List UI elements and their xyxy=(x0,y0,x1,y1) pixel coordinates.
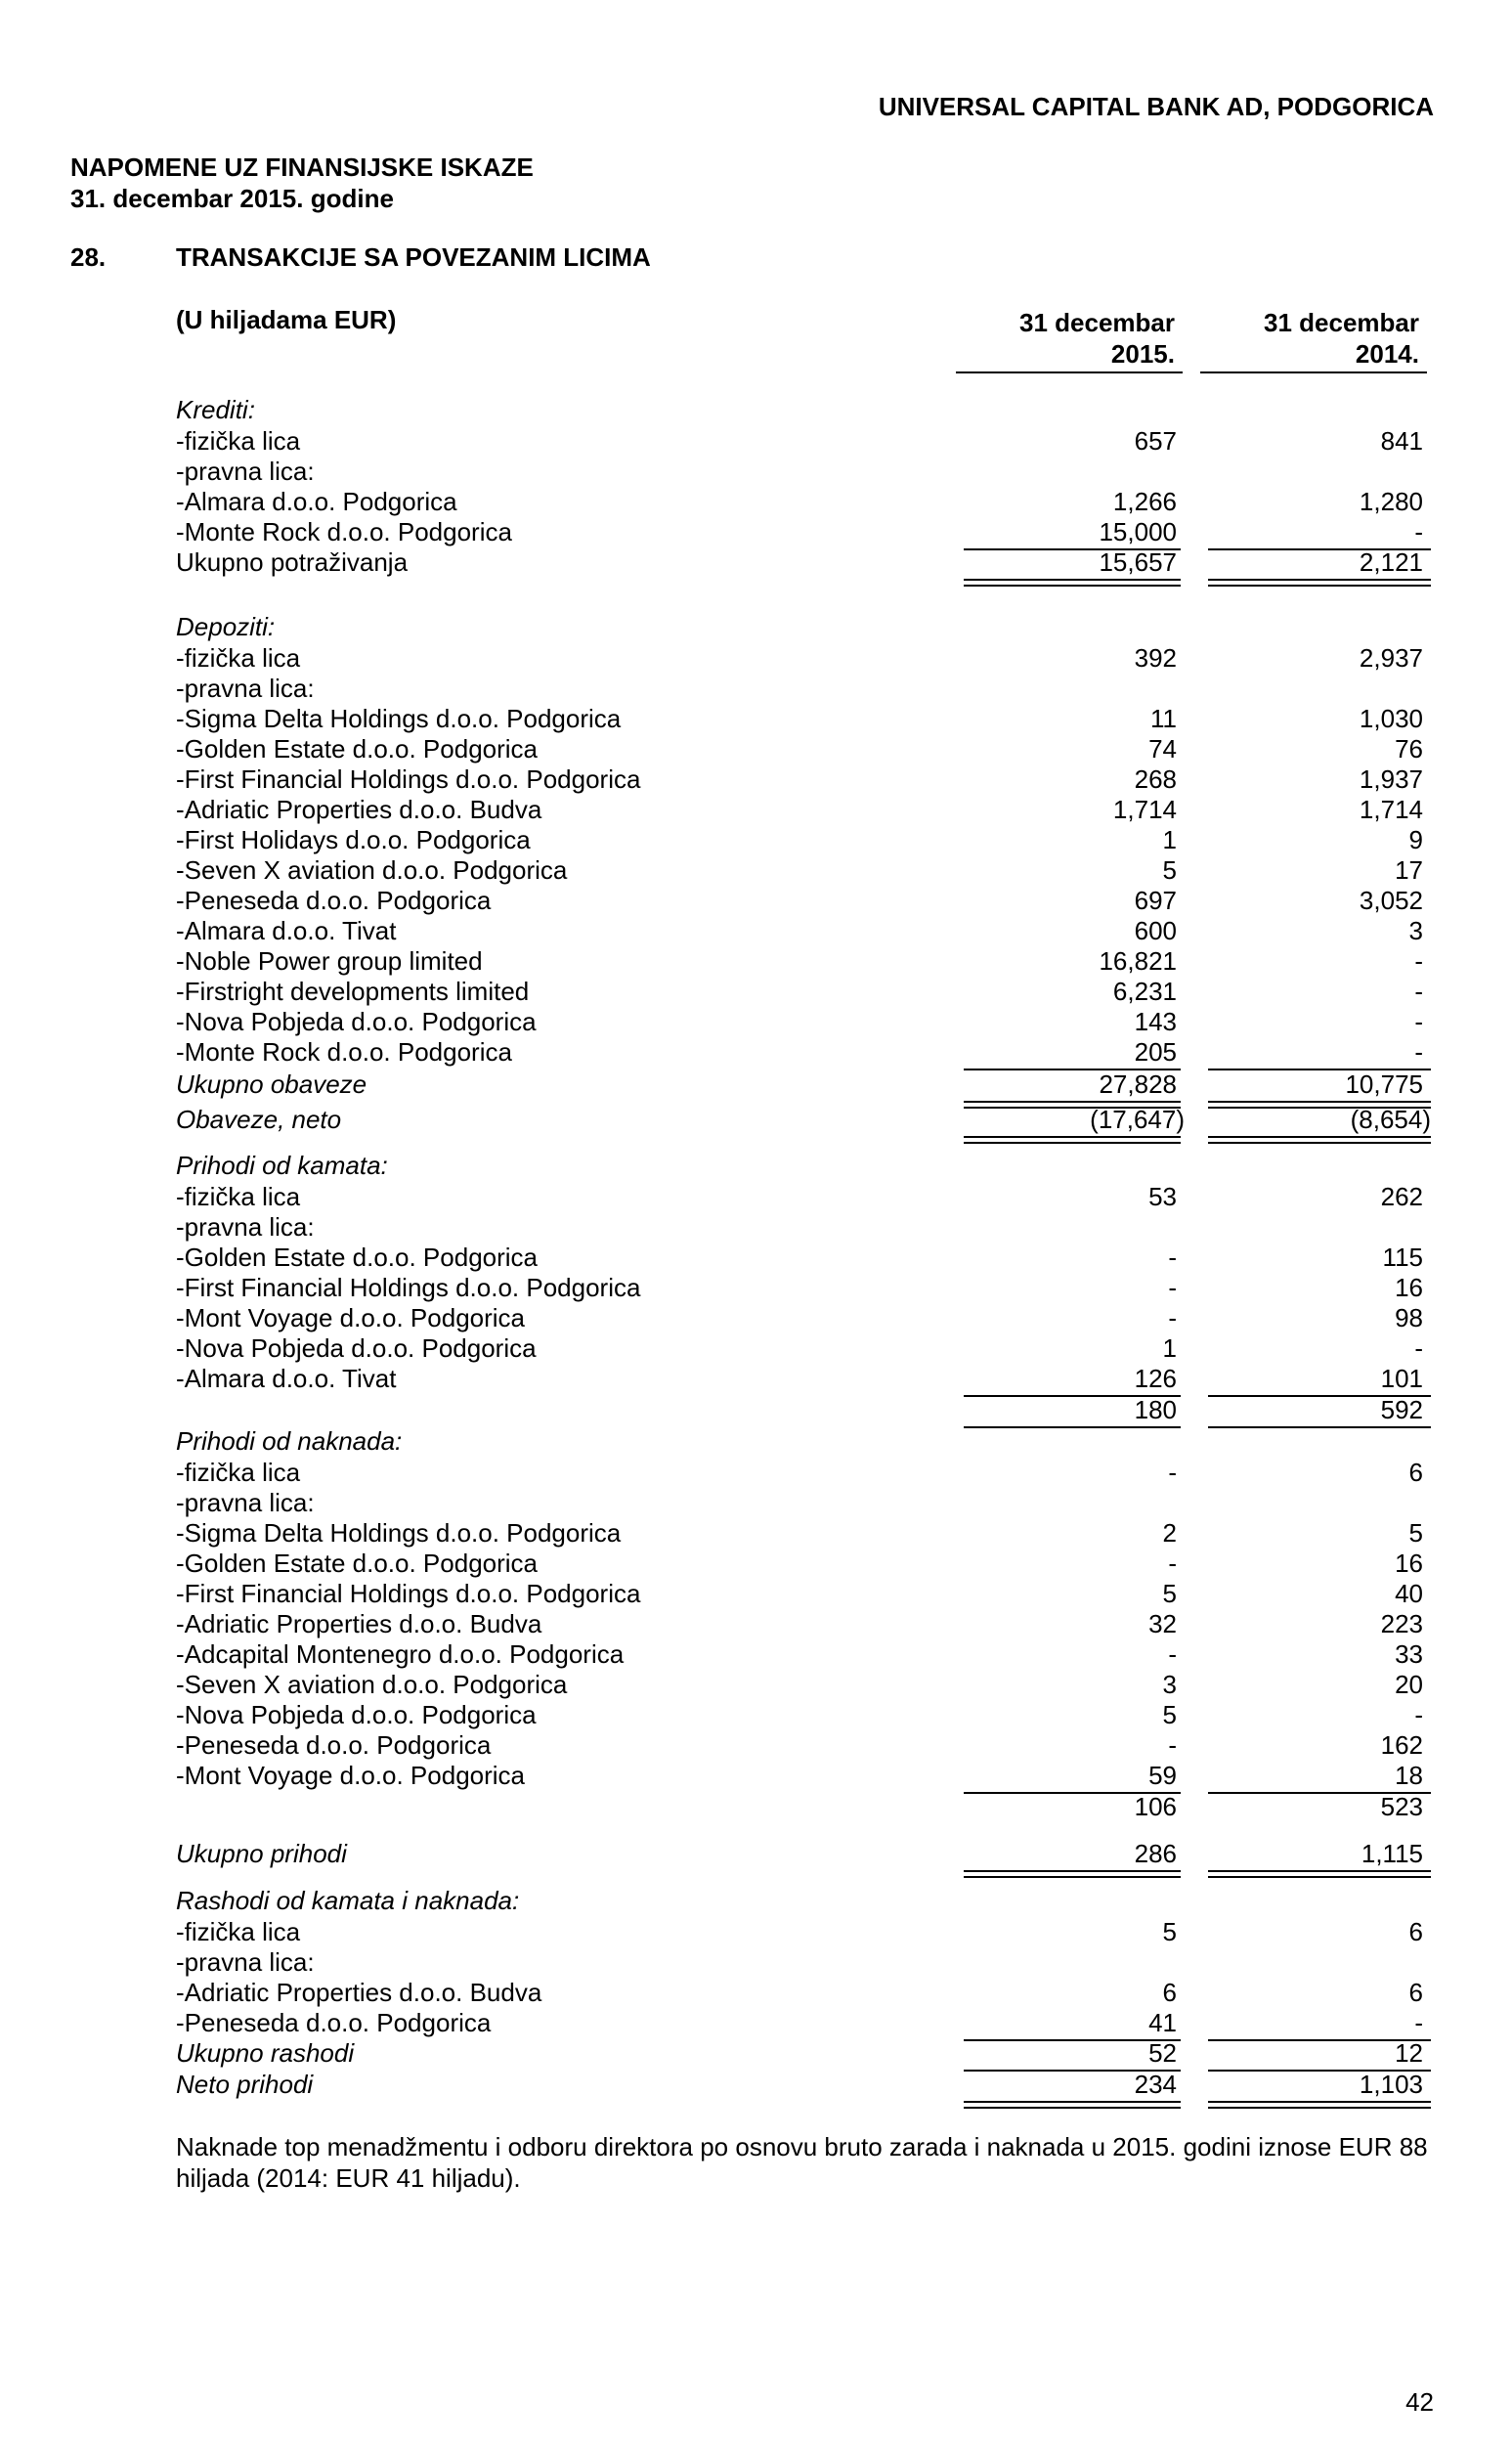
value-2015: 657 xyxy=(1134,426,1177,456)
table-row xyxy=(0,1273,1512,1303)
subtotal-underline xyxy=(1208,2039,1431,2041)
table-row xyxy=(0,1947,1512,1978)
row-label: -Mont Voyage d.o.o. Podgorica xyxy=(176,1303,526,1332)
value-2015: - xyxy=(1168,1730,1177,1760)
value-2015: 15,000 xyxy=(1099,517,1177,546)
value-2015: 106 xyxy=(1134,1792,1177,1821)
table-row xyxy=(0,1182,1512,1212)
table-row xyxy=(0,426,1512,457)
value-2014: 162 xyxy=(1380,1730,1423,1760)
total-double-underline xyxy=(964,1101,1181,1109)
table-row xyxy=(0,2070,1512,2100)
value-2015: 59 xyxy=(1148,1761,1177,1790)
total-double-underline xyxy=(964,579,1181,587)
table-row xyxy=(0,795,1512,825)
row-label: Krediti: xyxy=(176,395,255,424)
column-header-2015 xyxy=(940,307,1175,370)
row-label: -Peneseda d.o.o. Podgorica xyxy=(176,1730,492,1760)
table-row xyxy=(0,1792,1512,1822)
value-2015: - xyxy=(1168,1549,1177,1578)
value-2014: - xyxy=(1414,1037,1423,1067)
row-label: Depoziti: xyxy=(176,612,276,641)
value-2015: 392 xyxy=(1134,643,1177,673)
table-row xyxy=(0,1488,1512,1518)
table-row xyxy=(0,855,1512,886)
section-number: 28. xyxy=(70,242,107,272)
page-number: 42 xyxy=(1405,2387,1434,2417)
table-row xyxy=(0,734,1512,764)
document-date: 31. decembar 2015. godine xyxy=(70,184,394,213)
table-row xyxy=(0,674,1512,704)
table-row xyxy=(0,1700,1512,1730)
row-label: -Peneseda d.o.o. Podgorica xyxy=(176,886,492,915)
row-label: -fizička lica xyxy=(176,643,301,673)
value-2015: 1 xyxy=(1162,825,1177,854)
subtotal-underline xyxy=(964,2070,1181,2072)
value-2014: 1,115 xyxy=(1361,1839,1423,1868)
value-2014: 1,030 xyxy=(1359,704,1423,733)
column-header-underline xyxy=(956,371,1183,373)
row-label: -Mont Voyage d.o.o. Podgorica xyxy=(176,1761,526,1790)
table-row xyxy=(0,1069,1512,1100)
value-2015: 1 xyxy=(1162,1333,1177,1363)
table-row xyxy=(0,1212,1512,1243)
total-double-underline xyxy=(1208,2101,1431,2109)
subtotal-underline xyxy=(964,2039,1181,2041)
value-2014: 101 xyxy=(1380,1364,1423,1393)
value-2015: 268 xyxy=(1134,764,1177,794)
row-label: -Noble Power group limited xyxy=(176,946,483,976)
value-2014: 5 xyxy=(1408,1518,1423,1548)
value-2014: 76 xyxy=(1395,734,1423,764)
table-row xyxy=(0,1518,1512,1549)
table-row xyxy=(0,1037,1512,1068)
row-label: -First Financial Holdings d.o.o. Podgorica xyxy=(176,764,641,794)
table-row xyxy=(0,643,1512,674)
table-row xyxy=(0,1458,1512,1488)
value-2015: 41 xyxy=(1148,2008,1177,2037)
value-2014: 40 xyxy=(1395,1579,1423,1608)
value-2014: 33 xyxy=(1395,1639,1423,1669)
value-2014: 6 xyxy=(1408,1917,1423,1946)
value-2015: 2 xyxy=(1162,1518,1177,1548)
column-header-2015-line2: 2015. xyxy=(1110,339,1175,369)
row-label: -fizička lica xyxy=(176,1458,301,1487)
table-row xyxy=(0,547,1512,578)
value-2014: 1,103 xyxy=(1359,2070,1423,2099)
footnote: Naknade top menadžmentu i odboru direktora po osnovu bruto zarada i naknada u 2015. godini iznose EUR 88 hiljada (2014: EUR 41 hiljadu). xyxy=(176,2132,1428,2193)
value-2014: 16 xyxy=(1395,1549,1423,1578)
value-2015: - xyxy=(1168,1243,1177,1272)
table-row xyxy=(0,1105,1512,1135)
table-row xyxy=(0,1579,1512,1609)
value-2014: - xyxy=(1414,1700,1423,1729)
row-label: -fizička lica xyxy=(176,426,301,456)
value-2015: 5 xyxy=(1162,1700,1177,1729)
value-2014: 6 xyxy=(1408,1458,1423,1487)
value-2014: 1,280 xyxy=(1359,487,1423,516)
value-2015: 53 xyxy=(1148,1182,1177,1211)
row-label: Ukupno obaveze xyxy=(176,1069,367,1099)
row-label: -pravna lica: xyxy=(176,674,315,703)
row-label: -Nova Pobjeda d.o.o. Podgorica xyxy=(176,1700,537,1729)
value-2014: 262 xyxy=(1380,1182,1423,1211)
value-2014: 3,052 xyxy=(1359,886,1423,915)
value-2015: 5 xyxy=(1162,1917,1177,1946)
subtotal-underline xyxy=(1208,548,1431,550)
table-row xyxy=(0,1007,1512,1037)
row-label: -pravna lica: xyxy=(176,1488,315,1517)
value-2014: - xyxy=(1414,2008,1423,2037)
total-double-underline xyxy=(1208,1101,1431,1109)
value-2015: 15,657 xyxy=(1099,547,1177,577)
value-2014: 115 xyxy=(1382,1243,1423,1272)
table-row xyxy=(0,612,1512,642)
value-2014: 9 xyxy=(1408,825,1423,854)
subtotal-underline xyxy=(1208,1395,1431,1397)
row-label: Prihodi od naknada: xyxy=(176,1426,403,1456)
table-row xyxy=(0,1395,1512,1425)
value-2015: 143 xyxy=(1134,1007,1177,1036)
value-2015: 5 xyxy=(1162,855,1177,885)
table-row xyxy=(0,1917,1512,1947)
table-row xyxy=(0,764,1512,795)
value-2015: 697 xyxy=(1134,886,1177,915)
column-header-2014 xyxy=(1185,307,1419,370)
column-header-2014-line1: 31 decembar xyxy=(1264,308,1419,337)
table-row xyxy=(0,1978,1512,2008)
table-row xyxy=(0,1670,1512,1700)
row-label: -Monte Rock d.o.o. Podgorica xyxy=(176,517,512,546)
value-2014: - xyxy=(1414,517,1423,546)
row-label: Ukupno prihodi xyxy=(176,1839,347,1868)
value-2015: - xyxy=(1168,1458,1177,1487)
table-row xyxy=(0,1243,1512,1273)
table-row xyxy=(0,1839,1512,1869)
value-2015: 6,231 xyxy=(1112,977,1177,1006)
row-label: Ukupno rashodi xyxy=(176,2038,355,2068)
value-2015: 74 xyxy=(1148,734,1177,764)
row-label: -Nova Pobjeda d.o.o. Podgorica xyxy=(176,1007,537,1036)
value-2015: 180 xyxy=(1134,1395,1177,1424)
table-row xyxy=(0,825,1512,855)
value-2015: 5 xyxy=(1162,1579,1177,1608)
subtotal-underline xyxy=(964,1792,1181,1794)
row-label: -Golden Estate d.o.o. Podgorica xyxy=(176,1243,539,1272)
document-title: NAPOMENE UZ FINANSIJSKE ISKAZE xyxy=(70,153,534,182)
value-2014: 18 xyxy=(1395,1761,1423,1790)
value-2014: - xyxy=(1414,946,1423,976)
section-title: TRANSAKCIJE SA POVEZANIM LICIMA xyxy=(176,242,651,272)
row-label: -First Financial Holdings d.o.o. Podgorica xyxy=(176,1579,641,1608)
value-2015: 27,828 xyxy=(1099,1069,1177,1099)
value-2014: 10,775 xyxy=(1345,1069,1423,1099)
value-2015: 52 xyxy=(1148,2038,1177,2068)
value-2014: 2,121 xyxy=(1359,547,1423,577)
value-2014: 523 xyxy=(1380,1792,1423,1821)
value-2014: 17 xyxy=(1395,855,1423,885)
row-label: -pravna lica: xyxy=(176,457,315,486)
table-row xyxy=(0,946,1512,977)
subtotal-underline xyxy=(1208,1792,1431,1794)
row-label: -Golden Estate d.o.o. Podgorica xyxy=(176,734,539,764)
row-label: -pravna lica: xyxy=(176,1212,315,1242)
row-label: -Seven X aviation d.o.o. Podgorica xyxy=(176,855,568,885)
total-double-underline xyxy=(964,1136,1181,1144)
value-2014: 592 xyxy=(1380,1395,1423,1424)
row-label: -Almara d.o.o. Podgorica xyxy=(176,487,457,516)
table-row xyxy=(0,2008,1512,2038)
value-2015: 205 xyxy=(1134,1037,1177,1067)
value-2015: 600 xyxy=(1134,916,1177,945)
column-header-2015-line1: 31 decembar xyxy=(1019,308,1175,337)
row-label: -Firstright developments limited xyxy=(176,977,530,1006)
table-row xyxy=(0,1761,1512,1791)
row-label: -pravna lica: xyxy=(176,1947,315,1977)
row-label: -Adcapital Montenegro d.o.o. Podgorica xyxy=(176,1639,625,1669)
table-row xyxy=(0,2038,1512,2069)
subtotal-underline xyxy=(1208,1426,1431,1428)
row-label: -Sigma Delta Holdings d.o.o. Podgorica xyxy=(176,1518,622,1548)
value-2015: - xyxy=(1168,1639,1177,1669)
row-label: -First Financial Holdings d.o.o. Podgorica xyxy=(176,1273,641,1302)
row-label: -Almara d.o.o. Tivat xyxy=(176,1364,397,1393)
table-row xyxy=(0,1609,1512,1639)
row-label: -Adriatic Properties d.o.o. Budva xyxy=(176,795,542,824)
value-2015: 11 xyxy=(1150,704,1177,733)
total-double-underline xyxy=(1208,579,1431,587)
value-2015: (17,647) xyxy=(1090,1105,1185,1134)
table-row xyxy=(0,886,1512,916)
row-label: Neto prihodi xyxy=(176,2070,314,2099)
table-row xyxy=(0,1303,1512,1333)
table-row xyxy=(0,1333,1512,1364)
table-row xyxy=(0,916,1512,946)
value-2014: 2,937 xyxy=(1359,643,1423,673)
table-row xyxy=(0,1364,1512,1394)
subtotal-underline xyxy=(964,1395,1181,1397)
table-row xyxy=(0,977,1512,1007)
row-label: -Monte Rock d.o.o. Podgorica xyxy=(176,1037,512,1067)
bank-name: UNIVERSAL CAPITAL BANK AD, PODGORICA xyxy=(878,92,1434,121)
subtotal-underline xyxy=(964,1426,1181,1428)
value-2015: 286 xyxy=(1134,1839,1177,1868)
row-label: Rashodi od kamata i naknada: xyxy=(176,1886,520,1915)
value-2014: 223 xyxy=(1380,1609,1423,1638)
value-2015: - xyxy=(1168,1273,1177,1302)
table-row xyxy=(0,395,1512,425)
value-2014: 841 xyxy=(1380,426,1423,456)
column-header-underline xyxy=(1200,371,1427,373)
unit-label: (U hiljadama EUR) xyxy=(176,305,397,334)
subtotal-underline xyxy=(1208,1069,1431,1070)
column-header-2014-line2: 2014. xyxy=(1355,339,1419,369)
table-row xyxy=(0,1549,1512,1579)
row-label: Prihodi od kamata: xyxy=(176,1151,388,1180)
table-row xyxy=(0,1730,1512,1761)
value-2014: - xyxy=(1414,977,1423,1006)
total-double-underline xyxy=(964,1870,1181,1878)
table-row xyxy=(0,517,1512,547)
row-label: -Seven X aviation d.o.o. Podgorica xyxy=(176,1670,568,1699)
row-label: -Almara d.o.o. Tivat xyxy=(176,916,397,945)
table-row xyxy=(0,487,1512,517)
value-2015: 1,266 xyxy=(1112,487,1177,516)
value-2014: 6 xyxy=(1408,1978,1423,2007)
value-2014: 20 xyxy=(1395,1670,1423,1699)
value-2015: 6 xyxy=(1162,1978,1177,2007)
value-2014: 1,714 xyxy=(1359,795,1423,824)
value-2014: 3 xyxy=(1408,916,1423,945)
row-label: Obaveze, neto xyxy=(176,1105,342,1134)
value-2014: 98 xyxy=(1395,1303,1423,1332)
table-row xyxy=(0,1886,1512,1916)
value-2014: 1,937 xyxy=(1359,764,1423,794)
row-label: Ukupno potraživanja xyxy=(176,547,409,577)
value-2014: 16 xyxy=(1395,1273,1423,1302)
row-label: -Peneseda d.o.o. Podgorica xyxy=(176,2008,492,2037)
total-double-underline xyxy=(1208,1870,1431,1878)
row-label: -Sigma Delta Holdings d.o.o. Podgorica xyxy=(176,704,622,733)
value-2015: 16,821 xyxy=(1099,946,1177,976)
subtotal-underline xyxy=(964,1069,1181,1070)
value-2015: 1,714 xyxy=(1112,795,1177,824)
table-row xyxy=(0,1151,1512,1181)
total-double-underline xyxy=(964,2101,1181,2109)
row-label: -Adriatic Properties d.o.o. Budva xyxy=(176,1609,542,1638)
table-row xyxy=(0,457,1512,487)
value-2015: 32 xyxy=(1148,1609,1177,1638)
value-2014: 12 xyxy=(1395,2038,1423,2068)
row-label: -fizička lica xyxy=(176,1182,301,1211)
value-2015: 234 xyxy=(1134,2070,1177,2099)
value-2014: - xyxy=(1414,1333,1423,1363)
row-label: -Adriatic Properties d.o.o. Budva xyxy=(176,1978,542,2007)
value-2014: (8,654) xyxy=(1350,1105,1431,1134)
table-row xyxy=(0,1426,1512,1457)
value-2015: 3 xyxy=(1162,1670,1177,1699)
row-label: -Nova Pobjeda d.o.o. Podgorica xyxy=(176,1333,537,1363)
table-row xyxy=(0,1639,1512,1670)
value-2015: 126 xyxy=(1134,1364,1177,1393)
row-label: -Golden Estate d.o.o. Podgorica xyxy=(176,1549,539,1578)
table-row xyxy=(0,704,1512,734)
subtotal-underline xyxy=(964,548,1181,550)
row-label: -fizička lica xyxy=(176,1917,301,1946)
row-label: -First Holidays d.o.o. Podgorica xyxy=(176,825,531,854)
total-double-underline xyxy=(1208,1136,1431,1144)
value-2015: - xyxy=(1168,1303,1177,1332)
subtotal-underline xyxy=(1208,2070,1431,2072)
value-2014: - xyxy=(1414,1007,1423,1036)
